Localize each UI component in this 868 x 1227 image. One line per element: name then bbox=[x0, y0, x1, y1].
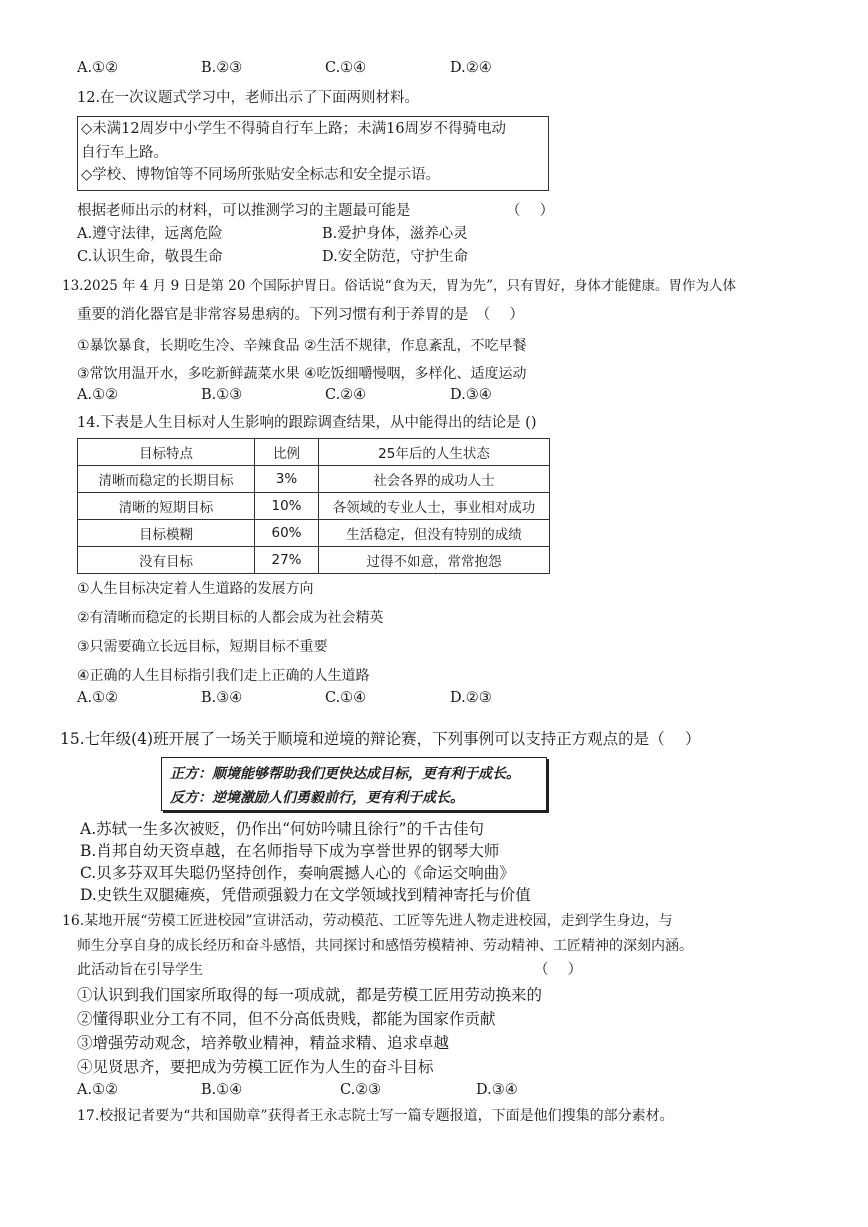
q12-question: 根据老师出示的材料，可以推测学习的主题最可能是 bbox=[77, 203, 411, 219]
q16-answer-paren: （ ） bbox=[534, 962, 583, 978]
q16-statement-1: ①认识到我们国家所取得的每一项成就，都是劳模工匠用劳动换来的 bbox=[77, 986, 543, 1004]
q12-material-line-3: ◇学校、博物馆等不同场所张贴安全标志和安全提示语。 bbox=[81, 167, 441, 183]
table-header-cell: 25年后的人生状态 bbox=[319, 439, 550, 466]
q13-statement-line-1: ①暴饮暴食，长期吃生冷、辛辣食品 ②生活不规律，作息紊乱，不吃早餐 bbox=[77, 338, 527, 354]
table-header-cell: 比例 bbox=[255, 439, 319, 466]
q13-options bbox=[77, 385, 492, 405]
q14-goal-table bbox=[77, 438, 550, 574]
table-cell: 过得不如意，常常抱怨 bbox=[319, 547, 550, 574]
q11-options bbox=[77, 58, 492, 78]
q14-statement-2: ②有清晰而稳定的长期目标的人都会成为社会精英 bbox=[77, 610, 384, 626]
q11-option-a[interactable]: A.①② bbox=[77, 60, 119, 76]
q14-option-c[interactable]: C.①④ bbox=[325, 690, 367, 706]
q12-option-a[interactable]: A.遵守法律，远离危险 bbox=[77, 226, 223, 242]
table-cell: 清晰的短期目标 bbox=[78, 493, 255, 520]
table-header-cell: 目标特点 bbox=[78, 439, 255, 466]
q14-option-b[interactable]: B.③④ bbox=[201, 690, 243, 706]
q12-material-line-1: ◇未满12周岁中小学生不得骑自行车上路；未满16周岁不得骑电动 bbox=[81, 121, 507, 137]
q16-statement-2: ②懂得职业分工有不同，但不分高低贵贱，都能为国家作贡献 bbox=[77, 1010, 496, 1028]
q11-option-b[interactable]: B.②③ bbox=[201, 60, 243, 76]
q11-option-c[interactable]: C.①④ bbox=[325, 60, 367, 76]
q12-option-b[interactable]: B.爱护身体，滋养心灵 bbox=[322, 226, 468, 242]
q15-affirmative-position: 正方：顺境能够帮助我们更快达成目标，更有利于成长。 bbox=[170, 766, 520, 782]
q16-options bbox=[77, 1080, 518, 1100]
q11-option-d[interactable]: D.②④ bbox=[450, 60, 492, 76]
table-cell: 没有目标 bbox=[78, 547, 255, 574]
q16-statement-4: ④见贤思齐，要把成为劳模工匠作为人生的奋斗目标 bbox=[77, 1058, 434, 1076]
table-row bbox=[78, 493, 550, 520]
q16-stem-line-1: 16.某地开展“劳模工匠进校园”宣讲活动，劳动模范、工匠等先进人物走进校园，走到学生身边，与 bbox=[62, 913, 673, 929]
q14-option-a[interactable]: A.①② bbox=[77, 690, 119, 706]
q12-stem: 12.在一次议题式学习中，老师出示了下面两则材料。 bbox=[77, 90, 420, 106]
table-cell: 社会各界的成功人士 bbox=[319, 466, 550, 493]
table-header-row bbox=[78, 439, 550, 466]
q14-stem: 14.下表是人生目标对人生影响的跟踪调查结果，从中能得出的结论是 () bbox=[77, 415, 537, 431]
q12-answer-paren: （ ） bbox=[506, 203, 555, 219]
table-cell: 生活稳定，但没有特别的成绩 bbox=[319, 520, 550, 547]
q13-option-b[interactable]: B.①③ bbox=[201, 387, 243, 403]
q15-option-b[interactable]: B.肖邦自幼天资卓越，在名师指导下成为享誉世界的钢琴大师 bbox=[80, 842, 500, 860]
q15-debate-box bbox=[161, 757, 547, 811]
q13-option-d[interactable]: D.③④ bbox=[450, 387, 492, 403]
q14-options bbox=[77, 688, 492, 708]
q14-statement-3: ③只需要确立长远目标，短期目标不重要 bbox=[77, 639, 328, 655]
table-cell: 3% bbox=[255, 466, 319, 493]
q13-stem-line-2: 重要的消化器官是非常容易患病的。下列习惯有利于养胃的是 （ ） bbox=[77, 307, 524, 323]
q16-option-a[interactable]: A.①② bbox=[77, 1082, 119, 1098]
table-cell: 清晰而稳定的长期目标 bbox=[78, 466, 255, 493]
table-cell: 60% bbox=[255, 520, 319, 547]
q16-option-d[interactable]: D.③④ bbox=[476, 1082, 518, 1098]
q12-material-line-2: 自行车上路。 bbox=[81, 145, 168, 161]
q15-option-c[interactable]: C.贝多芬双耳失聪仍坚持创作，奏响震撼人心的《命运交响曲》 bbox=[80, 864, 515, 882]
table-cell: 各领域的专业人士，事业相对成功 bbox=[319, 493, 550, 520]
q16-statement-3: ③增强劳动观念，培养敬业精神，精益求精、追求卓越 bbox=[77, 1034, 450, 1052]
q13-stem-line-1: 13.2025 年 4 月 9 日是第 20 个国际护胃日。俗话说“食为天，胃为先”，只有胃好，身体才能健康。胃作为人体 bbox=[62, 278, 737, 294]
table-row bbox=[78, 547, 550, 574]
q14-option-d[interactable]: D.②③ bbox=[450, 690, 492, 706]
q15-option-d[interactable]: D.史铁生双腿瘫痪，凭借顽强毅力在文学领域找到精神寄托与价值 bbox=[80, 886, 531, 904]
q15-option-a[interactable]: A.苏轼一生多次被贬，仍作出“何妨吟啸且徐行”的千古佳句 bbox=[80, 820, 484, 838]
q16-stem-line-3: 此活动旨在引导学生 bbox=[77, 962, 203, 978]
table-row bbox=[78, 466, 550, 493]
q16-stem-line-2: 师生分享自身的成长经历和奋斗感悟，共同探讨和感悟劳模精神、劳动精神、工匠精神的深刻内涵。 bbox=[77, 938, 693, 954]
table-cell: 27% bbox=[255, 547, 319, 574]
q17-stem: 17.校报记者要为“共和国勋章”获得者王永志院士写一篇专题报道，下面是他们搜集的部分素材。 bbox=[77, 1108, 674, 1124]
q16-option-b[interactable]: B.①④ bbox=[201, 1082, 243, 1098]
q14-statement-1: ①人生目标决定着人生道路的发展方向 bbox=[77, 581, 314, 597]
q13-statement-line-2: ③常饮用温开水，多吃新鲜蔬菜水果 ④吃饭细嚼慢咽，多样化、适度运动 bbox=[77, 366, 527, 382]
q13-option-c[interactable]: C.②④ bbox=[325, 387, 367, 403]
q16-option-c[interactable]: C.②③ bbox=[340, 1082, 382, 1098]
q12-option-c[interactable]: C.认识生命，敬畏生命 bbox=[77, 249, 223, 265]
q15-negative-position: 反方：逆境激励人们勇毅前行，更有利于成长。 bbox=[170, 790, 464, 806]
q13-option-a[interactable]: A.①② bbox=[77, 387, 119, 403]
q15-stem: 15.七年级(4)班开展了一场关于顺境和逆境的辩论赛，下列事例可以支持正方观点的是（ ） bbox=[60, 730, 701, 748]
table-row bbox=[78, 520, 550, 547]
q12-option-d[interactable]: D.安全防范，守护生命 bbox=[322, 249, 469, 265]
table-cell: 10% bbox=[255, 493, 319, 520]
table-cell: 目标模糊 bbox=[78, 520, 255, 547]
q14-statement-4: ④正确的人生目标指引我们走上正确的人生道路 bbox=[77, 668, 370, 684]
